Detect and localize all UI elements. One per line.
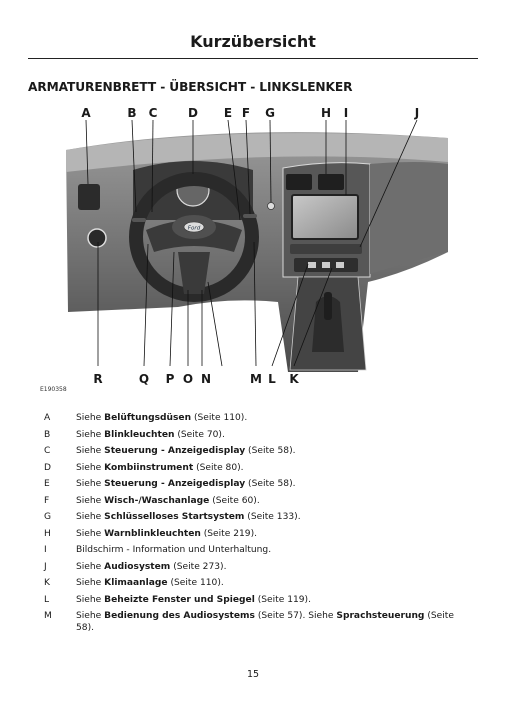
page-title: Kurzübersicht xyxy=(190,32,316,51)
legend-item: C Siehe Steuerung - Anzeigedisplay (Seite 58). xyxy=(44,446,296,456)
legend-item: A Siehe Belüftungsdüsen (Seite 110). xyxy=(44,413,248,423)
callout-g: G xyxy=(265,106,275,120)
ford-badge-text: Ford xyxy=(187,225,201,232)
section-title: ARMATURENBRETT - ÜBERSICHT - LINKSLENKER xyxy=(28,80,353,94)
dashboard-drawing xyxy=(28,102,480,402)
left-vent xyxy=(78,184,100,210)
figure-id: E190358 xyxy=(40,386,67,393)
page-header xyxy=(28,32,478,59)
callout-e: E xyxy=(223,106,233,120)
callout-o: O xyxy=(182,372,194,386)
dashboard-illustration xyxy=(28,102,480,402)
callout-m: M xyxy=(250,372,262,386)
legend-item: I Bildschirm - Information und Unterhaltung. xyxy=(44,545,272,555)
callout-n: N xyxy=(200,372,212,386)
legend-list xyxy=(44,410,474,634)
callout-h: H xyxy=(320,106,332,120)
infotainment-screen xyxy=(292,195,358,239)
callout-f: F xyxy=(241,106,251,120)
legend-item: G Siehe Schlüsselloses Startsystem (Seite 133). xyxy=(44,512,301,522)
callout-b: B xyxy=(127,106,137,120)
page-number: 15 xyxy=(246,669,260,680)
callout-j: J xyxy=(414,106,420,120)
callout-d: D xyxy=(188,106,198,120)
legend-item: F Siehe Wisch-/Waschanlage (Seite 60). xyxy=(44,495,260,506)
callout-q: Q xyxy=(138,372,150,386)
callout-l: L xyxy=(268,372,276,386)
legend-item: K Siehe Klimaanlage (Seite 110). xyxy=(44,578,224,588)
callout-k: K xyxy=(289,372,299,386)
legend-item: M Siehe Bedienung des Audiosystems (Seite 57). Siehe Sprachsteuerung (Seite 58). xyxy=(44,611,454,633)
callout-p: P xyxy=(165,372,175,386)
callout-i: I xyxy=(343,106,349,120)
light-switch xyxy=(88,229,106,247)
callout-a: A xyxy=(81,106,91,120)
callout-c: C xyxy=(148,106,158,120)
legend-item: D Siehe Kombiinstrument (Seite 80). xyxy=(44,462,244,473)
legend-item: H Siehe Warnblinkleuchten (Seite 219). xyxy=(44,528,258,539)
legend-item: E Siehe Steuerung - Anzeigedisplay (Seite 58). xyxy=(44,479,296,489)
start-button xyxy=(268,203,275,210)
legend-item: J Siehe Audiosystem (Seite 273). xyxy=(44,561,227,572)
callout-r: R xyxy=(93,372,103,386)
legend-item: L Siehe Beheizte Fenster und Spiegel (Seite 119). xyxy=(44,594,311,605)
legend-item: B Siehe Blinkleuchten (Seite 70). xyxy=(44,429,225,440)
